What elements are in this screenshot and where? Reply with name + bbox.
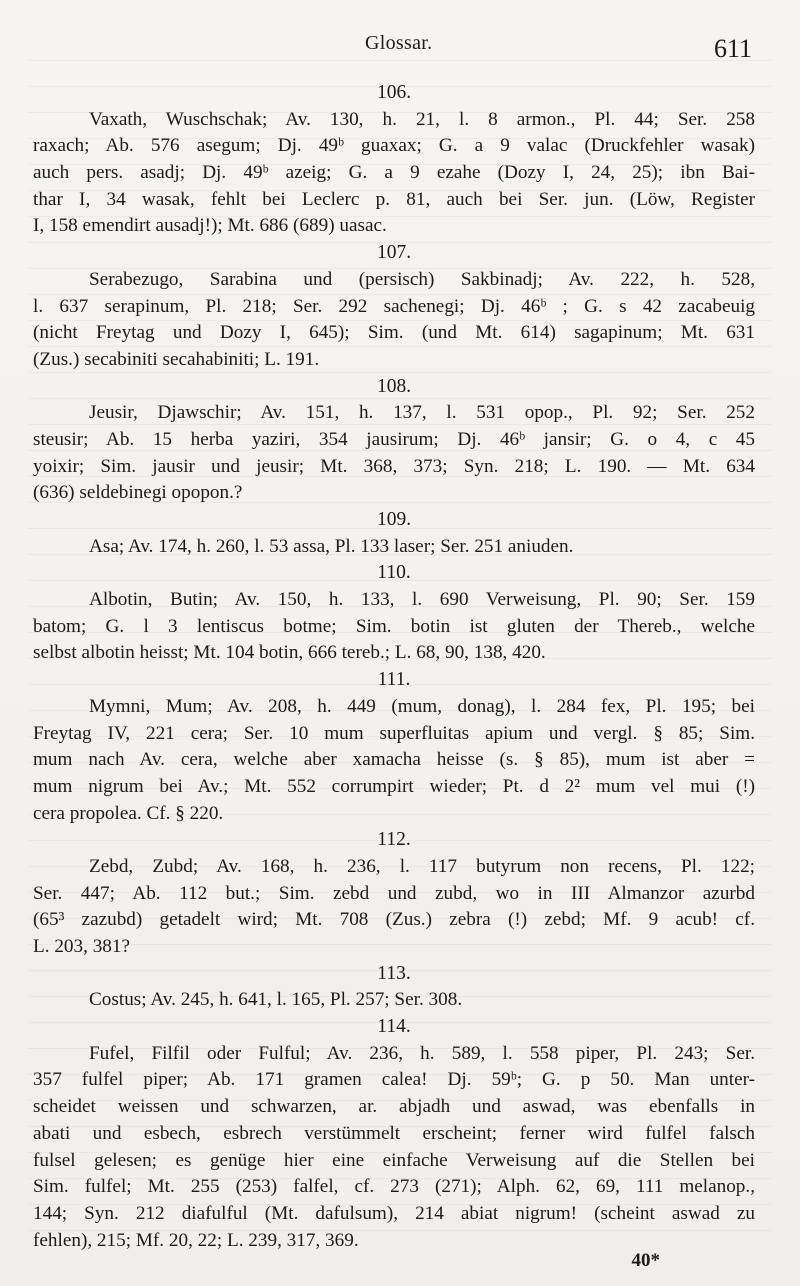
entry-line: L. 203, 381? bbox=[33, 936, 130, 957]
entry-line: Vaxath, Wuschschak; Av. 130, h. 21, l. 8 armon., Pl. 44; Ser. 258 bbox=[89, 108, 755, 130]
entry-line: raxach; Ab. 576 asegum; Dj. 49ᵇ guaxax; G. a 9 valac (Druckfehler wasak) bbox=[33, 135, 755, 157]
entry-line: Mymni, Mum; Av. 208, h. 449 (mum, donag), l. 284 fex, Pl. 195; bei bbox=[89, 695, 755, 717]
entry-line: (65³ zazubd) getadelt wird; Mt. 708 (Zus.) zebra (!) zebd; Mf. 9 acub! cf. bbox=[33, 909, 755, 931]
entry-line: Jeusir, Djawschir; Av. 151, h. 137, l. 531 opop., Pl. 92; Ser. 252 bbox=[89, 402, 755, 424]
entry-line: batom; G. l 3 lentiscus botme; Sim. botin ist gluten der Thereb., welche bbox=[33, 615, 755, 637]
entry-line: mum nigrum bei Av.; Mt. 552 corrumpirt wieder; Pt. d 2² mum vel mui (!) bbox=[33, 775, 755, 797]
entry-line: (nicht Freytag und Dozy I, 645); Sim. (und Mt. 614) sagapinum; Mt. 631 bbox=[33, 322, 755, 344]
entry-line: I, 158 emendirt ausadj!); Mt. 686 (689) uasac. bbox=[33, 215, 387, 237]
entry-number: 112. bbox=[377, 829, 411, 851]
entry-number: 107. bbox=[376, 242, 412, 264]
entry-line: (636) seldebinegi opopon.? bbox=[33, 482, 243, 504]
entry-line: mum nach Av. cera, welche aber xamacha heisse (s. § 85), mum ist aber = bbox=[33, 749, 755, 771]
entry-line: (Zus.) secabiniti secahabiniti; L. 191. bbox=[33, 348, 320, 370]
entry-number: 110. bbox=[377, 562, 411, 584]
entry-line: Zebd, Zubd; Av. 168, h. 236, l. 117 butyrum non recens, Pl. 122; bbox=[89, 855, 755, 877]
running-head: Glossar. bbox=[365, 32, 433, 54]
entry-number: 113. bbox=[377, 962, 411, 984]
signature-mark: 40* bbox=[631, 1250, 660, 1271]
entry-line: Serabezugo, Sarabina und (persisch) Sakbinadj; Av. 222, h. 528, bbox=[89, 268, 755, 290]
entry-line: yoixir; Sim. jausir und jeusir; Mt. 368, 373; Syn. 218; L. 190. — Mt. 634 bbox=[33, 455, 755, 477]
entry-line: Freytag IV, 221 cera; Ser. 10 mum superfluitas apium und vergl. § 85; Sim. bbox=[33, 722, 755, 744]
entry-line: Asa; Av. 174, h. 260, l. 53 assa, Pl. 133 laser; Ser. 251 aniuden. bbox=[89, 535, 574, 557]
entry-line: scheidet weissen und schwarzen, ar. abjadh und aswad, was ebenfalls in bbox=[33, 1096, 755, 1118]
glossary-body bbox=[33, 80, 755, 1254]
entry-line: cera propolea. Cf. § 220. bbox=[33, 802, 224, 824]
page-header bbox=[0, 30, 800, 63]
entry-line: fulsel gelesen; es genüge hier eine einfache Verweisung auf die Stellen bei bbox=[33, 1149, 755, 1171]
entry-number: 108. bbox=[376, 375, 412, 397]
entry-line: Costus; Av. 245, h. 641, l. 165, Pl. 257; Ser. 308. bbox=[89, 989, 463, 1011]
entry-number: 111. bbox=[377, 669, 411, 691]
entry-line: steusir; Ab. 15 herba yaziri, 354 jausirum; Dj. 46ᵇ jansir; G. o 4, c 45 bbox=[33, 428, 755, 450]
entry-line: fehlen), 215; Mf. 20, 22; L. 239, 317, 369. bbox=[33, 1229, 359, 1251]
entry-number: 109. bbox=[376, 509, 412, 530]
entry-line: l. 637 serapinum, Pl. 218; Ser. 292 sachenegi; Dj. 46ᵇ ; G. s 42 zacabeuig bbox=[33, 295, 755, 317]
entry-line: abati und esbech, esbrech verstümmelt erscheint; ferner wird fulfel falsch bbox=[33, 1122, 755, 1144]
entry-line: Sim. fulfel; Mt. 255 (253) falfel, cf. 273 (271); Alph. 62, 69, 111 melanop., bbox=[33, 1176, 755, 1198]
entry-line: thar I, 34 wasak, fehlt bei Leclerc p. 81, auch bei Ser. jun. (Löw, Register bbox=[33, 188, 755, 210]
entry-line: Albotin, Butin; Av. 150, h. 133, l. 690 Verweisung, Pl. 90; Ser. 159 bbox=[89, 589, 755, 611]
entry-line: selbst albotin heisst; Mt. 104 botin, 666 tereb.; L. 68, 90, 138, 420. bbox=[33, 642, 546, 664]
entry-line: Ser. 447; Ab. 112 but.; Sim. zebd und zubd, wo in III Almanzor azurbd bbox=[33, 882, 755, 904]
entry-line: Fufel, Filfil oder Fulful; Av. 236, h. 589, l. 558 piper, Pl. 243; Ser. bbox=[89, 1042, 755, 1064]
page-number: 611 bbox=[713, 34, 752, 63]
entry-number: 114. bbox=[377, 1016, 411, 1038]
entry-line: 357 fulfel piper; Ab. 171 gramen calea! Dj. 59ᵇ; G. p 50. Man unter- bbox=[33, 1069, 755, 1091]
entry-number: 106. bbox=[376, 82, 412, 103]
entry-line: 144; Syn. 212 diafulful (Mt. dafulsum), 214 abiat nigrum! (scheint aswad zu bbox=[33, 1202, 755, 1224]
entry-line: auch pers. asadj; Dj. 49ᵇ azeig; G. a 9 ezahe (Dozy I, 24, 25); ibn Bai- bbox=[33, 162, 755, 184]
